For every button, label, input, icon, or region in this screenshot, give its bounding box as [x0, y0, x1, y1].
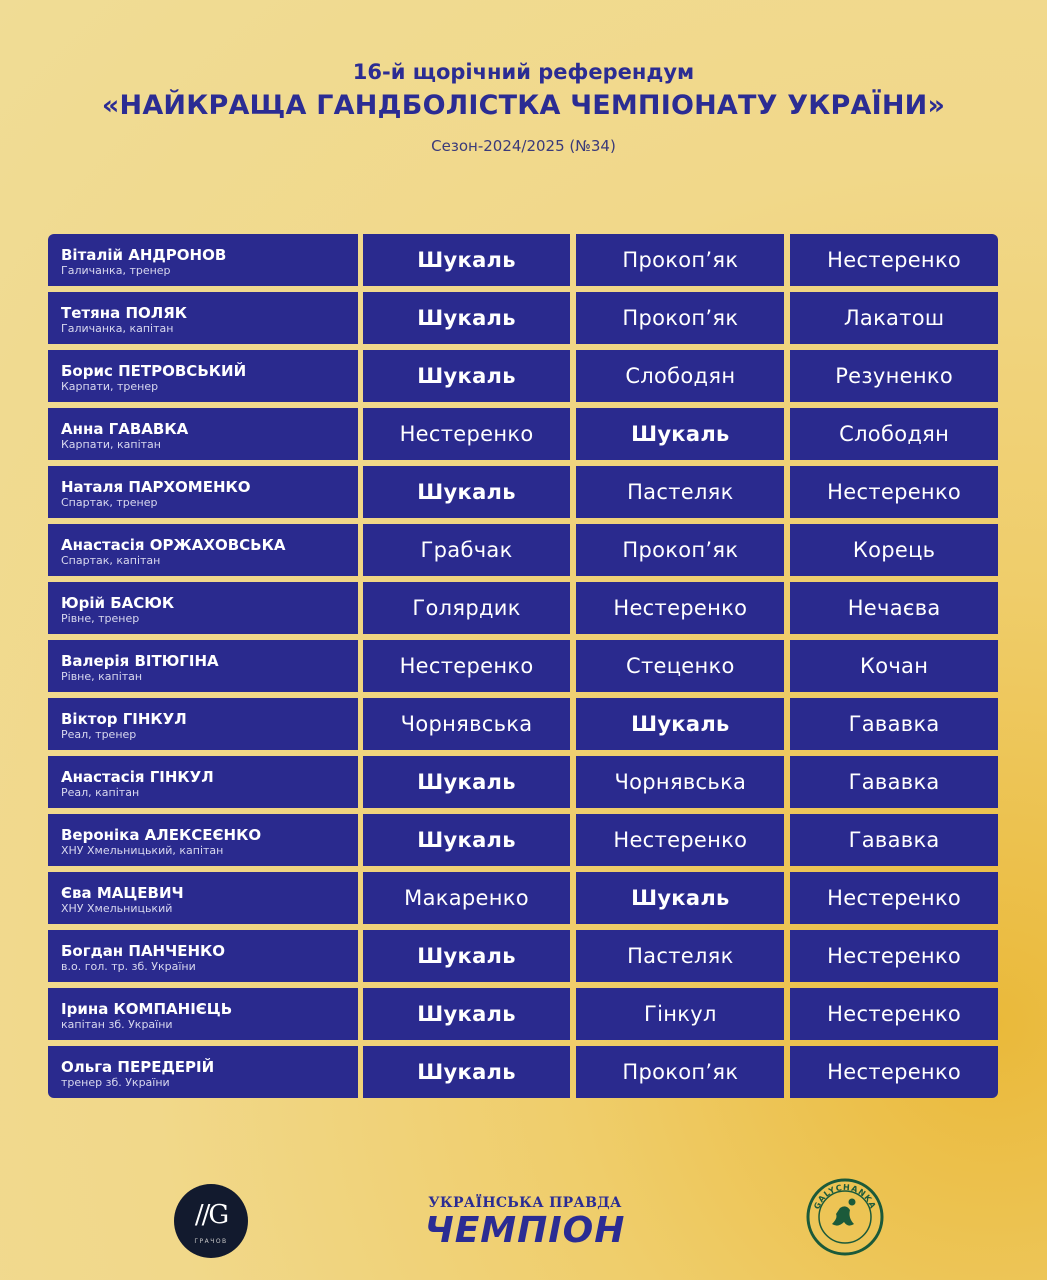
voter-role: ХНУ Хмельницький — [61, 902, 173, 915]
voter-cell — [48, 408, 358, 460]
pick-3: Кочан — [790, 640, 998, 692]
pick-3: Нестеренко — [790, 1046, 998, 1098]
ukrainska-pravda-champion-logo — [392, 1194, 658, 1250]
vote-row — [48, 698, 998, 750]
voter-role: Спартак, тренер — [61, 496, 158, 509]
pick-1: Шукаль — [363, 930, 571, 982]
vote-row — [48, 234, 998, 286]
pick-3: Слободян — [790, 408, 998, 460]
voter-name: Віктор ГІНКУЛ — [61, 710, 187, 728]
grachov-logo-mark: //G — [194, 1200, 228, 1230]
referendum-title: «НАЙКРАЩА ГАНДБОЛІСТКА ЧЕМПІОНАТУ УКРАЇНИ» — [101, 90, 946, 121]
voter-cell — [48, 582, 358, 634]
pick-1: Макаренко — [363, 872, 571, 924]
vote-row — [48, 814, 998, 866]
pick-1: Голярдик — [363, 582, 571, 634]
vote-row — [48, 756, 998, 808]
pick-2: Стеценко — [576, 640, 784, 692]
pick-1: Шукаль — [363, 292, 571, 344]
voter-cell — [48, 988, 358, 1040]
voter-cell — [48, 930, 358, 982]
grachov-logo-caption: ГРАЧОВ — [194, 1238, 228, 1245]
pick-2: Шукаль — [576, 408, 784, 460]
pick-2: Чорнявська — [576, 756, 784, 808]
footer-logos — [0, 1178, 1047, 1268]
voter-role: Реал, тренер — [61, 728, 137, 741]
svg-text:GALYCHANKA: GALYCHANKA — [812, 1182, 878, 1211]
galychanka-logo — [806, 1178, 884, 1256]
voter-name: Тетяна ПОЛЯК — [61, 304, 188, 322]
pick-2: Шукаль — [576, 698, 784, 750]
pick-2: Слободян — [576, 350, 784, 402]
voter-cell — [48, 466, 358, 518]
voter-name: Ірина КОМПАНІЄЦЬ — [61, 1000, 233, 1018]
pick-3: Корець — [790, 524, 998, 576]
pick-2: Прокоп’як — [576, 524, 784, 576]
voter-role: Рівне, капітан — [61, 670, 143, 683]
voter-name: Ольга ПЕРЕДЕРІЙ — [61, 1058, 215, 1076]
voter-role: капітан зб. України — [61, 1018, 173, 1031]
referendum-subtitle: 16-й щорічний референдум — [352, 60, 695, 84]
header — [0, 58, 1047, 156]
champion-label: ЧЕМПІОН — [424, 1210, 626, 1251]
vote-row — [48, 350, 998, 402]
voter-name: Богдан ПАНЧЕНКО — [61, 942, 226, 960]
pick-3: Гававка — [790, 698, 998, 750]
vote-row — [48, 1046, 998, 1098]
pick-2: Гінкул — [576, 988, 784, 1040]
voter-role: Спартак, капітан — [61, 554, 161, 567]
pick-1: Шукаль — [363, 988, 571, 1040]
voter-name: Анастасія ГІНКУЛ — [61, 768, 214, 786]
pick-2: Прокоп’як — [576, 1046, 784, 1098]
voter-name: Борис ПЕТРОВСЬКИЙ — [61, 362, 247, 380]
voter-name: Віталій АНДРОНОВ — [61, 246, 227, 264]
voter-name: Валерія ВІТЮГІНА — [61, 652, 219, 670]
vote-row — [48, 988, 998, 1040]
voter-name: Анастасія ОРЖАХОВСЬКА — [61, 536, 286, 554]
vote-row — [48, 408, 998, 460]
voter-role: в.о. гол. тр. зб. України — [61, 960, 196, 973]
pick-1: Нестеренко — [363, 640, 571, 692]
vote-row — [48, 872, 998, 924]
voter-name: Єва МАЦЕВИЧ — [61, 884, 184, 902]
pick-1: Шукаль — [363, 756, 571, 808]
pick-1: Шукаль — [363, 350, 571, 402]
voter-role: Галичанка, тренер — [61, 264, 171, 277]
voter-cell — [48, 524, 358, 576]
voter-role: Реал, капітан — [61, 786, 140, 799]
pick-1: Чорнявська — [363, 698, 571, 750]
pick-2: Нестеренко — [576, 814, 784, 866]
pick-2: Шукаль — [576, 872, 784, 924]
voter-cell — [48, 292, 358, 344]
pick-2: Пастеляк — [576, 466, 784, 518]
pick-3: Нестеренко — [790, 234, 998, 286]
pick-3: Резуненко — [790, 350, 998, 402]
vote-row — [48, 582, 998, 634]
ukrainska-pravda-label: УКРАЇНСЬКА ПРАВДА — [428, 1195, 622, 1211]
pick-1: Грабчак — [363, 524, 571, 576]
pick-3: Нестеренко — [790, 466, 998, 518]
pick-2: Пастеляк — [576, 930, 784, 982]
voter-name: Наталя ПАРХОМЕНКО — [61, 478, 251, 496]
voter-cell — [48, 756, 358, 808]
pick-3: Гававка — [790, 756, 998, 808]
pick-1: Шукаль — [363, 234, 571, 286]
vote-row — [48, 466, 998, 518]
pick-3: Нестеренко — [790, 930, 998, 982]
voter-role: ХНУ Хмельницький, капітан — [61, 844, 224, 857]
voter-role: Галичанка, капітан — [61, 322, 174, 335]
grachov-logo — [174, 1184, 248, 1258]
pick-1: Шукаль — [363, 814, 571, 866]
vote-row — [48, 524, 998, 576]
voter-cell — [48, 814, 358, 866]
voter-name: Вероніка АЛЕКСЕЄНКО — [61, 826, 262, 844]
pick-2: Нестеренко — [576, 582, 784, 634]
pick-1: Шукаль — [363, 1046, 571, 1098]
pick-2: Прокоп’як — [576, 292, 784, 344]
voter-cell — [48, 350, 358, 402]
pick-3: Нестеренко — [790, 988, 998, 1040]
pick-3: Нестеренко — [790, 872, 998, 924]
pick-3: Лакатош — [790, 292, 998, 344]
voter-role: Карпати, тренер — [61, 380, 159, 393]
voter-role: Рівне, тренер — [61, 612, 140, 625]
pick-3: Нечаєва — [790, 582, 998, 634]
pick-1: Нестеренко — [363, 408, 571, 460]
pick-1: Шукаль — [363, 466, 571, 518]
vote-row — [48, 640, 998, 692]
voter-cell — [48, 698, 358, 750]
voter-role: тренер зб. України — [61, 1076, 170, 1089]
voter-cell — [48, 640, 358, 692]
voter-cell — [48, 234, 358, 286]
voter-role: Карпати, капітан — [61, 438, 161, 451]
voter-cell — [48, 872, 358, 924]
season-label: Сезон-2024/2025 (№34) — [431, 137, 616, 155]
votes-table — [48, 234, 998, 1104]
vote-row — [48, 930, 998, 982]
pick-3: Гававка — [790, 814, 998, 866]
voter-cell — [48, 1046, 358, 1098]
vote-row — [48, 292, 998, 344]
voter-name: Юрій БАСЮК — [61, 594, 175, 612]
voter-name: Анна ГАВАВКА — [61, 420, 189, 438]
pick-2: Прокоп’як — [576, 234, 784, 286]
